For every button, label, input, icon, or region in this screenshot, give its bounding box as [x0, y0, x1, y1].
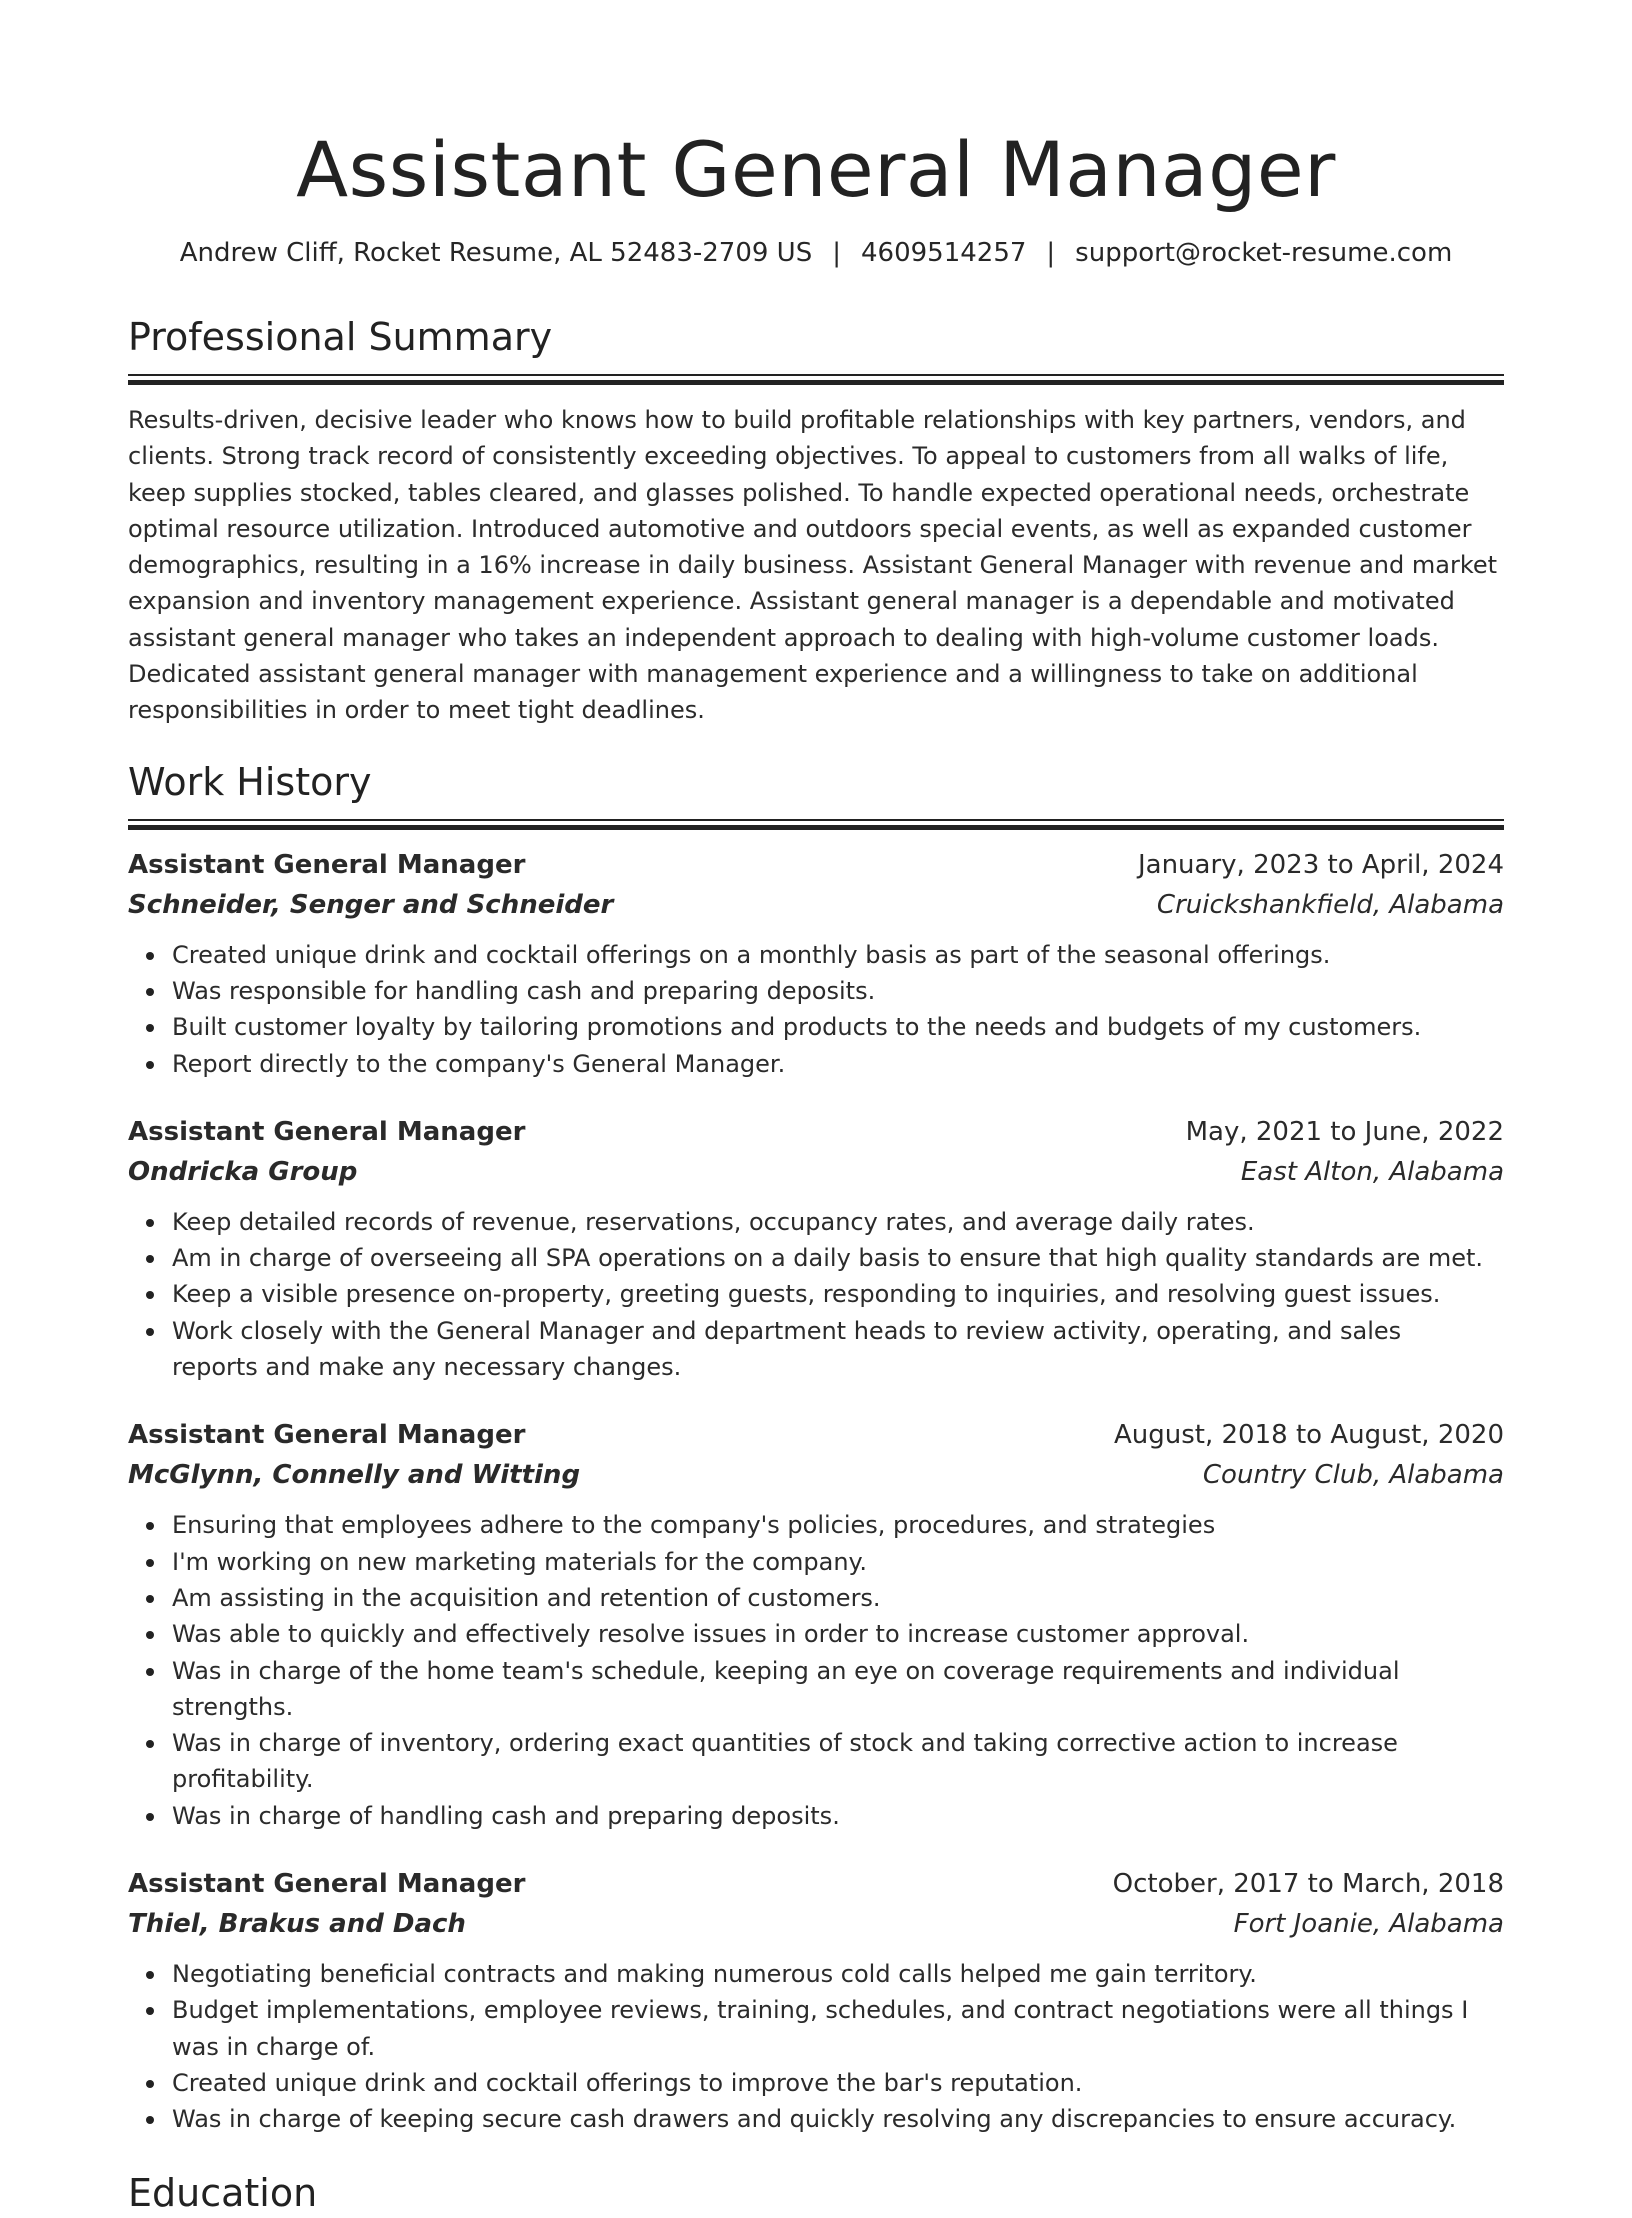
job-location: Country Club, Alabama	[1202, 1460, 1504, 1491]
job-bullet: Was in charge of the home team's schedule, keeping an eye on coverage requirements and individual strengths.	[172, 1653, 1504, 1726]
job-dates: October, 2017 to March, 2018	[1112, 1869, 1504, 1900]
job-bullet: Am in charge of overseeing all SPA operations on a daily basis to ensure that high quality standards are met.	[172, 1240, 1504, 1276]
job-bullet: Was in charge of inventory, ordering exact quantities of stock and taking corrective action to increase profitability.	[172, 1725, 1504, 1798]
job-bullet: Ensuring that employees adhere to the company's policies, procedures, and strategies	[172, 1507, 1504, 1543]
job-header-row	[128, 845, 1504, 885]
job-header-row	[128, 1112, 1504, 1152]
job-location: East Alton, Alabama	[1240, 1156, 1504, 1187]
job-bullet: Report directly to the company's General Manager.	[172, 1046, 1504, 1082]
job-company: McGlynn, Connelly and Witting	[128, 1460, 581, 1491]
job-title: Assistant General Manager	[128, 1420, 526, 1451]
contact-separator: |	[832, 238, 841, 268]
job-title: Assistant General Manager	[128, 1116, 526, 1147]
job-header-row	[128, 1864, 1504, 1904]
job-bullet: Created unique drink and cocktail offerings to improve the bar's reputation.	[172, 2065, 1504, 2101]
job-bullet: Keep a visible presence on-property, greeting guests, responding to inquiries, and resolving guest issues.	[172, 1276, 1504, 1312]
job-entry	[128, 1864, 1504, 2137]
job-location: Cruickshankfield, Alabama	[1156, 889, 1504, 920]
resume-page	[128, 0, 1504, 2218]
job-bullet: Was in charge of keeping secure cash drawers and quickly resolving any discrepancies to ensure accuracy.	[172, 2101, 1504, 2137]
resume-title: Assistant General Manager	[296, 125, 1336, 214]
education-section	[128, 2168, 1504, 2218]
job-bullet-list	[128, 1507, 1504, 1834]
job-entry	[128, 1415, 1504, 1834]
section-heading-work-history: Work History	[128, 759, 372, 804]
contact-phone: 4609514257	[860, 238, 1027, 268]
job-dates: May, 2021 to June, 2022	[1185, 1116, 1504, 1147]
job-company: Ondricka Group	[128, 1156, 358, 1187]
work-history-section	[128, 757, 1504, 2138]
contact-separator: |	[1046, 238, 1056, 268]
job-bullet-list	[128, 1204, 1504, 1385]
job-company: Thiel, Brakus and Dach	[128, 1909, 466, 1940]
job-bullet: Work closely with the General Manager and department heads to review activity, operating, and sales reports and make any necessary changes.	[172, 1313, 1504, 1386]
contact-address: Andrew Cliff, Rocket Resume, AL 52483-2709 US	[179, 238, 813, 268]
job-bullet: Negotiating beneficial contracts and making numerous cold calls helped me gain territory.	[172, 1956, 1504, 1992]
job-bullet: I'm working on new marketing materials for the company.	[172, 1544, 1504, 1580]
summary-text: Results-driven, decisive leader who knows how to build profitable relationships with key partners, vendors, and clients. Strong track record of consistently exceeding objectives. To appeal to customers from all walks of life, keep supplies stocked, tables cleared, and glasses polished. To handle expected operational needs, orchestrate optimal resource utilization. Introduced automotive and outdoors special events, as well as expanded customer demographics, resulting in a 16% increase in daily business. Assistant General Manager with revenue and market expansion and inventory management experience. Assistant general manager is a dependable and motivated assistant general manager who takes an independent approach to dealing with high-volume customer loads. Dedicated assistant general manager with management experience and a willingness to take on additional responsibilities in order to meet tight deadlines.	[128, 406, 1498, 725]
job-bullet: Was responsible for handling cash and preparing deposits.	[172, 973, 1504, 1009]
job-bullet: Built customer loyalty by tailoring promotions and products to the needs and budgets of my customers.	[172, 1009, 1504, 1045]
job-title: Assistant General Manager	[128, 1869, 526, 1900]
professional-summary-section	[128, 312, 1504, 729]
job-subheader-row	[128, 1152, 1504, 1192]
job-location: Fort Joanie, Alabama	[1233, 1909, 1504, 1940]
job-bullet: Budget implementations, employee reviews, training, schedules, and contract negotiations were all things I was in charge of.	[172, 1992, 1504, 2065]
job-company: Schneider, Senger and Schneider	[128, 889, 614, 920]
contact-email[interactable]: support@rocket-resume.com	[1075, 238, 1453, 268]
job-bullet: Was able to quickly and effectively resolve issues in order to increase customer approval.	[172, 1616, 1504, 1652]
job-bullet: Keep detailed records of revenue, reservations, occupancy rates, and average daily rates.	[172, 1204, 1504, 1240]
job-bullet: Was in charge of handling cash and preparing deposits.	[172, 1798, 1504, 1834]
job-subheader-row	[128, 1904, 1504, 1944]
job-bullet-list	[128, 1956, 1504, 2137]
section-divider	[128, 819, 1504, 829]
section-heading-education: Education	[128, 2170, 318, 2215]
job-bullet-list	[128, 937, 1504, 1082]
job-entry	[128, 1112, 1504, 1385]
job-dates: January, 2023 to April, 2024	[1137, 849, 1504, 880]
contact-line	[128, 236, 1504, 270]
job-bullet: Created unique drink and cocktail offerings on a monthly basis as part of the seasonal offerings.	[172, 937, 1504, 973]
section-divider	[128, 374, 1504, 384]
job-subheader-row	[128, 885, 1504, 925]
job-header-row	[128, 1415, 1504, 1455]
job-title: Assistant General Manager	[128, 849, 526, 880]
job-subheader-row	[128, 1455, 1504, 1495]
job-entry	[128, 845, 1504, 1082]
section-heading-summary: Professional Summary	[128, 315, 553, 359]
job-dates: August, 2018 to August, 2020	[1114, 1420, 1504, 1451]
job-bullet: Am assisting in the acquisition and retention of customers.	[172, 1580, 1504, 1616]
